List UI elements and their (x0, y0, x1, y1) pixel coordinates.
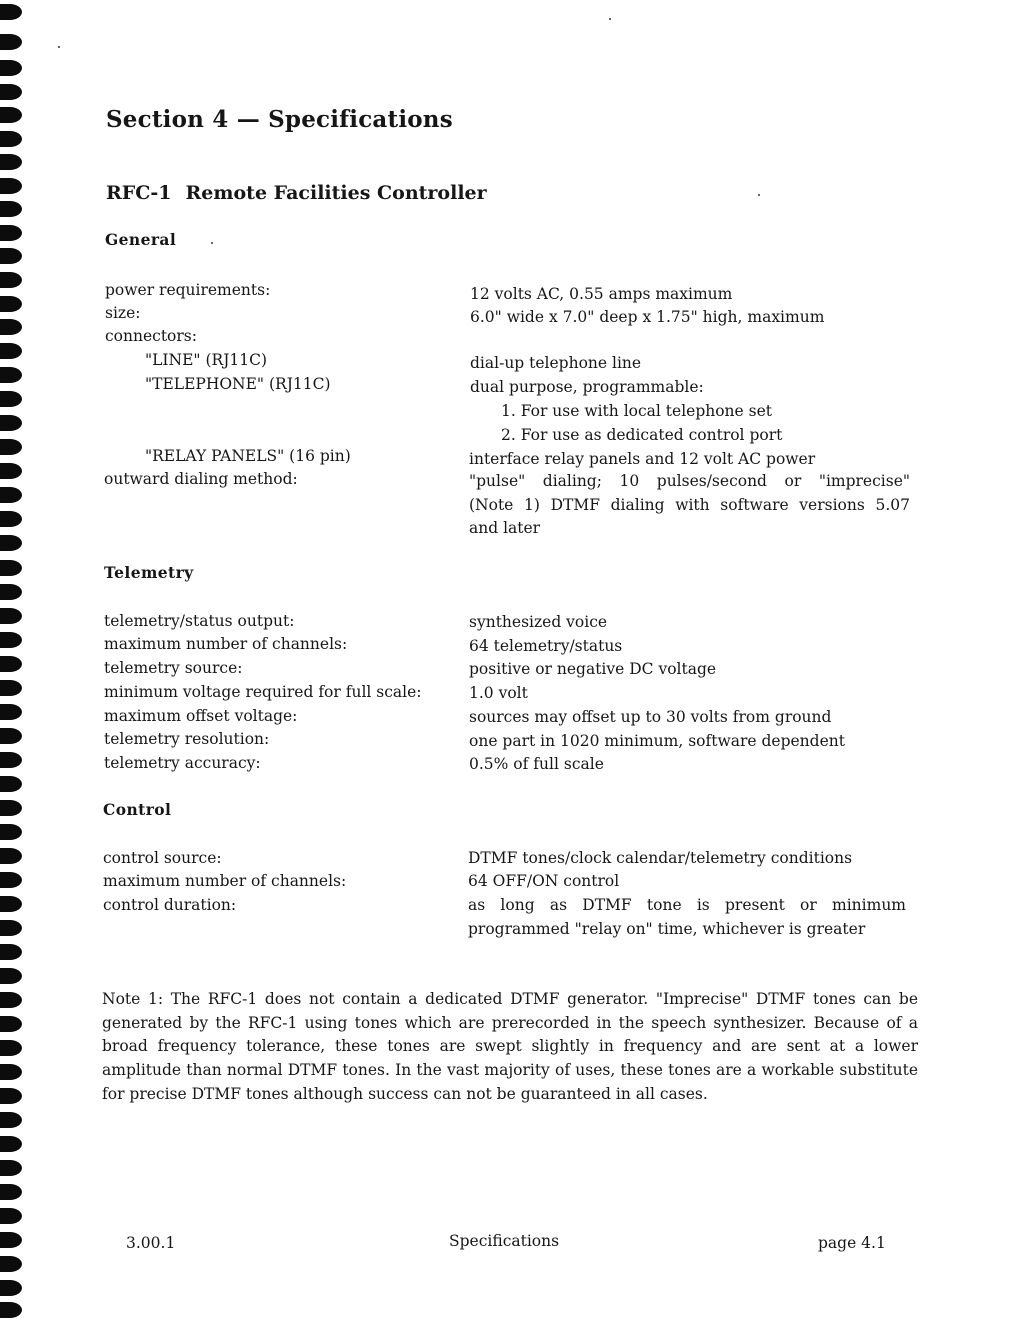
line-connector-label: "LINE" (RJ11C) (145, 351, 268, 369)
scan-speck (58, 46, 60, 48)
size-label: size: (105, 304, 141, 322)
dialing-value-line-2: (Note 1) DTMF dialing with software versions 5.07 (469, 496, 910, 514)
telemetry-value: one part in 1020 minimum, software dependent (469, 732, 845, 750)
footer-title: Specifications (449, 1232, 560, 1250)
telemetry-heading: Telemetry (104, 563, 194, 582)
telemetry-value: 0.5% of full scale (469, 755, 604, 773)
telemetry-value: 1.0 volt (469, 684, 528, 702)
line-connector-value: dial-up telephone line (470, 354, 642, 372)
control-label: control source: (103, 849, 222, 867)
binding-holes (0, 0, 32, 1322)
connectors-label: connectors: (105, 327, 197, 345)
power-label: power requirements: (105, 281, 271, 299)
telephone-connector-label: "TELEPHONE" (RJ11C) (145, 375, 331, 393)
device-title (106, 182, 487, 204)
power-value: 12 volts AC, 0.55 amps maximum (470, 285, 733, 303)
size-value: 6.0" wide x 7.0" deep x 1.75" high, maximum (470, 308, 825, 326)
control-heading: Control (103, 800, 172, 819)
relay-connector-label: "RELAY PANELS" (16 pin) (145, 447, 351, 465)
telephone-option-2: 2. For use as dedicated control port (501, 426, 783, 444)
telephone-option-1: 1. For use with local telephone set (501, 402, 772, 420)
control-value: DTMF tones/clock calendar/telemetry conditions (468, 849, 853, 867)
scan-speck (609, 18, 611, 20)
telemetry-label: telemetry resolution: (104, 730, 270, 748)
telemetry-label: telemetry source: (104, 659, 243, 677)
telemetry-label: telemetry/status output: (104, 612, 295, 630)
telemetry-label: maximum offset voltage: (104, 707, 298, 725)
control-duration-continued: programmed "relay on" time, whichever is greater (468, 920, 866, 938)
telemetry-label: maximum number of channels: (104, 635, 348, 653)
telemetry-label: minimum voltage required for full scale: (104, 683, 422, 701)
telemetry-value: synthesized voice (469, 613, 608, 631)
telephone-connector-value: dual purpose, programmable: (470, 378, 704, 396)
section-title: Section 4 — Specifications (106, 106, 453, 133)
telemetry-label: telemetry accuracy: (104, 754, 261, 772)
telemetry-value: sources may offset up to 30 volts from ground (469, 708, 832, 726)
telemetry-value: 64 telemetry/status (469, 637, 623, 655)
scan-speck (211, 242, 213, 244)
scan-speck (758, 194, 760, 196)
dialing-value-line-1: "pulse" dialing; 10 pulses/second or "imprecise" (469, 472, 910, 490)
footer-version: 3.00.1 (126, 1234, 176, 1252)
telemetry-value: positive or negative DC voltage (469, 660, 717, 678)
device-code: RFC-1 (106, 182, 172, 204)
relay-connector-value: interface relay panels and 12 volt AC power (469, 450, 816, 468)
page-number: page 4.1 (818, 1234, 886, 1252)
control-value: as long as DTMF tone is present or minimum (468, 896, 906, 914)
control-value: 64 OFF/ON control (468, 872, 620, 890)
dialing-value-line-3: and later (469, 519, 541, 537)
dialing-label: outward dialing method: (104, 470, 298, 488)
device-name: Remote Facilities Controller (185, 182, 487, 204)
note-paragraph: Note 1: The RFC-1 does not contain a dedicated DTMF generator. "Imprecise" DTMF tones can be generated by the RFC-1 using tones which are prerecorded in the speech synthesizer. Because of a broad frequency tolerance, these tones are swept slightly in frequency and are sent at a lower amplitude than normal DTMF tones. In the vast majority of uses, these tones are a workable substitute for precise DTMF tones although success can not be guaranteed in all cases. (102, 990, 918, 1103)
control-label: control duration: (103, 896, 237, 914)
general-heading: General (105, 230, 177, 249)
control-label: maximum number of channels: (103, 872, 347, 890)
